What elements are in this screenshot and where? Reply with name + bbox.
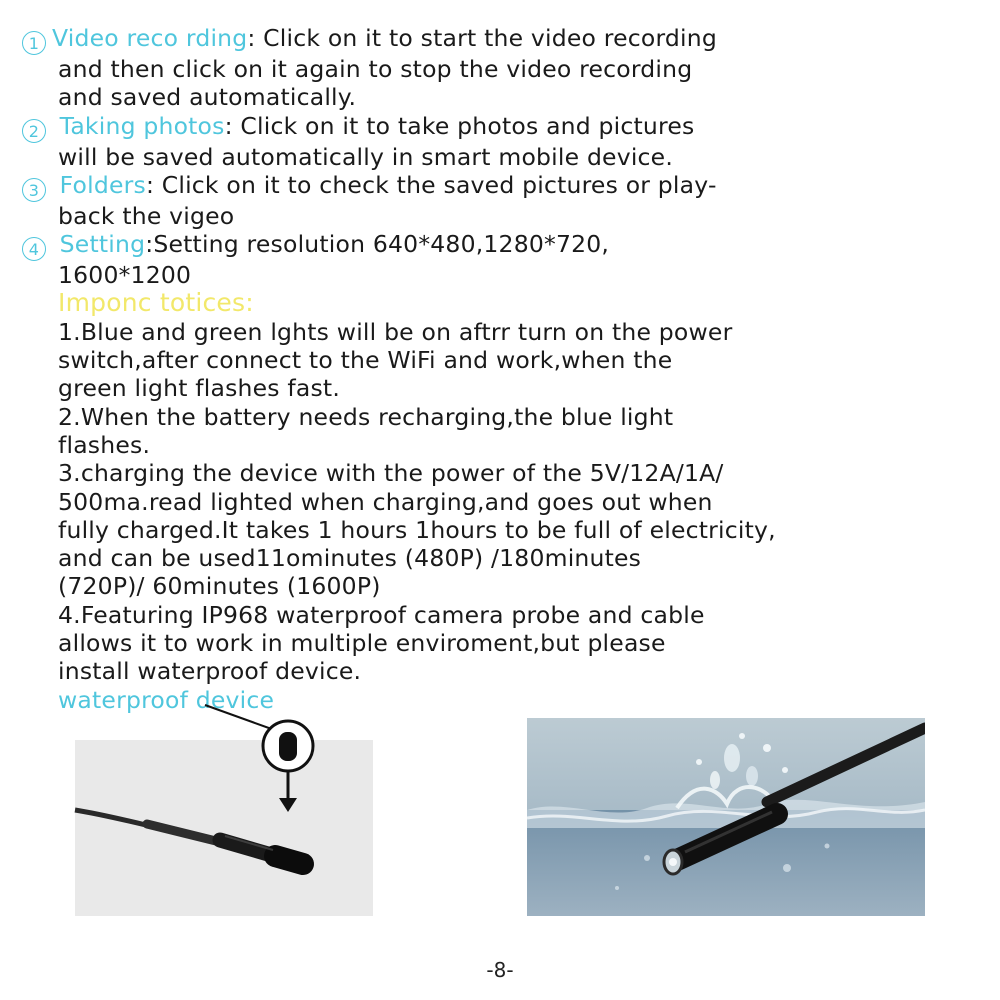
water-splash-drawing [527,718,925,916]
notice-line: 4.Featuring IP968 waterproof camera probe and cable [58,600,705,629]
cable-drawing [75,740,373,916]
feature-text-line: 1600*1200 [58,261,192,290]
notice-line: 1.Blue and green lghts will be on aftrr turn on the power [58,317,733,346]
feature-text: : Click on it to start the video recording [247,24,717,52]
notice-line: 2.When the battery needs recharging,the blue light [58,402,674,431]
notice-line: fully charged.It takes 1 hours 1hours to be full of electricity, [58,515,776,544]
cable-line [75,810,150,826]
waterproof-cap-icon [279,732,297,761]
notice-line: (720P)/ 60minutes (1600P) [58,572,381,601]
feature-title: Taking photos [52,111,225,140]
circled-number-1-icon: 1 [22,31,46,55]
feature-title: Folders [52,170,146,199]
camera-probe-head [275,856,303,864]
notices-heading: Imponc totices: [58,288,254,318]
notice-line: green light flashes fast. [58,374,341,403]
water-splash-photo [527,718,925,916]
notices-list [22,318,972,686]
feature-title: Video reco rding [52,24,248,52]
feature-text: : Click on it to check the saved pictures or play- [145,170,717,199]
circled-number-3-icon: 3 [22,178,46,202]
notice-line: switch,after connect to the WiFi and work,when the [58,346,673,375]
notice-line: install waterproof device. [58,657,362,686]
circled-number-2-icon: 2 [22,119,46,143]
feature-title: Setting [52,230,146,259]
feature-text: : Click on it to take photos and pictures [224,111,695,140]
feature-text-line: and saved automatically. [58,83,357,112]
cable-strain-relief [147,824,220,842]
feature-item-taking-photos [22,112,972,171]
notice-line: 3.charging the device with the power of the 5V/12A/1A/ [58,459,724,488]
waterproof-caption: waterproof device [58,685,275,714]
page-number: -8- [486,958,514,982]
arrow-down-icon [279,798,297,812]
circled-number-4-icon: 4 [22,237,46,261]
feature-text-line: will be saved automatically in smart mobile device. [58,142,674,171]
notice-line: allows it to work in multiple enviroment,but please [58,629,666,658]
feature-item-folders [22,171,972,230]
feature-text: :Setting resolution 640*480,1280*720, [145,230,610,259]
feature-text-line: back the vigeo [58,201,235,230]
waterproof-device-illustration [75,740,373,916]
feature-item-video-recording [22,24,972,112]
notice-line: flashes. [58,430,151,459]
feature-text-line: and then click on it again to stop the video recording [58,55,693,83]
notice-line: and can be used11ominutes (480P) /180minutes [58,544,642,573]
notice-line: 500ma.read lighted when charging,and goes out when [58,487,713,516]
feature-item-setting [22,230,972,289]
manual-text [22,24,972,714]
